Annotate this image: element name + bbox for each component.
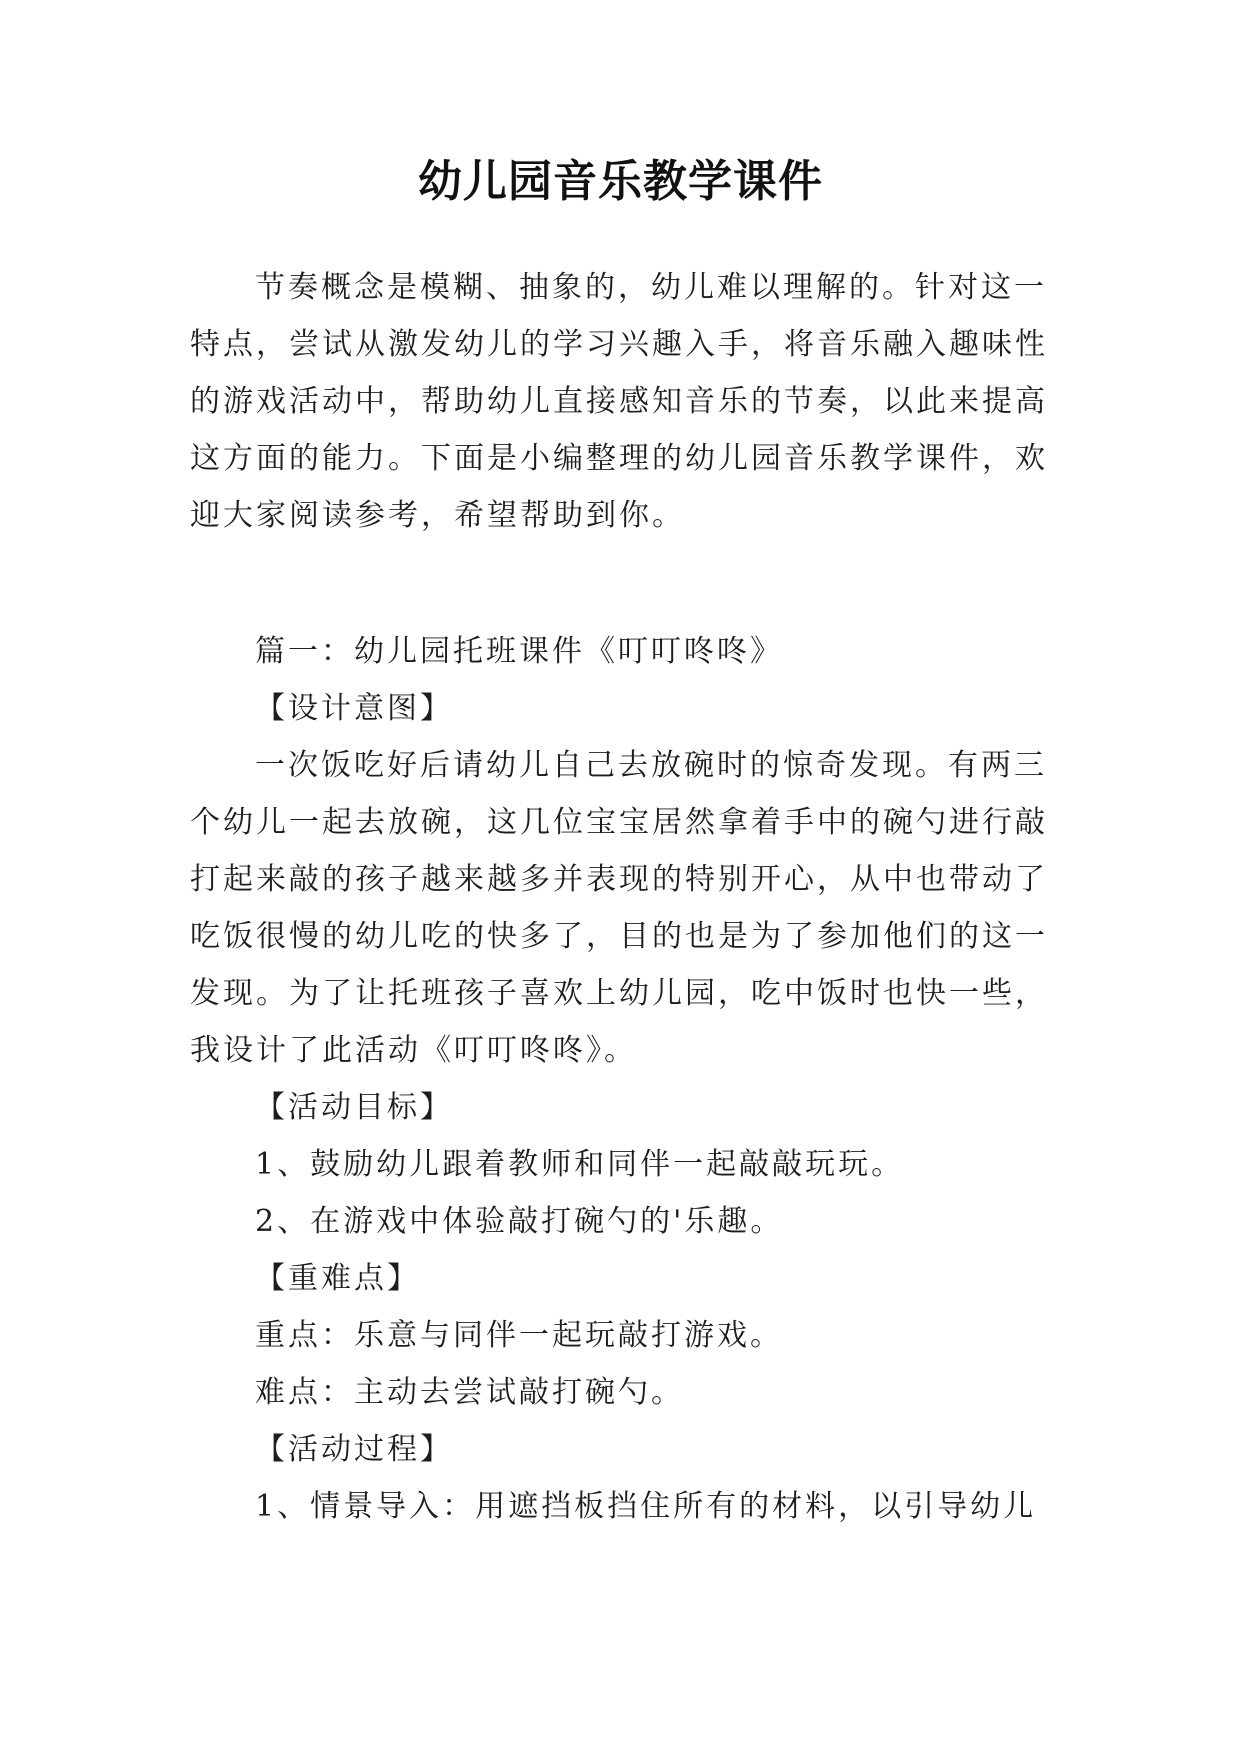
section-heading-process: 【活动过程】 [255, 1432, 453, 1467]
section-heading-key-points: 【重难点】 [255, 1261, 420, 1296]
goal-item: 2、在游戏中体验敲打碗勺的'乐趣。 [255, 1204, 784, 1239]
intro-line: 的游戏活动中，帮助幼儿直接感知音乐的节奏，以此来提高 [190, 384, 1048, 419]
goal-item: 1、鼓励幼儿跟着教师和同伴一起敲敲玩玩。 [255, 1147, 905, 1182]
key-point: 重点：乐意与同伴一起玩敲打游戏。 [255, 1318, 783, 1353]
design-line: 个幼儿一起去放碗，这几位宝宝居然拿着手中的碗勺进行敲 [190, 805, 1048, 840]
document-title: 幼儿园音乐教学课件 [418, 156, 823, 207]
section-heading-goals: 【活动目标】 [255, 1090, 453, 1125]
section-heading-design: 【设计意图】 [255, 691, 453, 726]
chapter-title: 篇一：幼儿园托班课件《叮叮咚咚》 [255, 634, 783, 669]
design-line: 发现。为了让托班孩子喜欢上幼儿园，吃中饭时也快一些， [190, 976, 1048, 1011]
design-line: 一次饭吃好后请幼儿自己去放碗时的惊奇发现。有两三 [255, 748, 1047, 783]
design-line: 打起来敲的孩子越来越多并表现的特别开心，从中也带动了 [190, 862, 1048, 897]
process-item: 1、情景导入：用遮挡板挡住所有的材料，以引导幼儿 [255, 1489, 1037, 1524]
intro-line: 迎大家阅读参考，希望帮助到你。 [190, 498, 685, 533]
intro-line: 这方面的能力。下面是小编整理的幼儿园音乐教学课件，欢 [190, 441, 1048, 476]
intro-line: 特点，尝试从激发幼儿的学习兴趣入手，将音乐融入趣味性 [190, 327, 1048, 362]
design-line: 我设计了此活动《叮叮咚咚》。 [190, 1033, 637, 1068]
hard-point: 难点：主动去尝试敲打碗勺。 [255, 1375, 684, 1410]
design-line: 吃饭很慢的幼儿吃的快多了，目的也是为了参加他们的这一 [190, 919, 1048, 954]
intro-line: 节奏概念是模糊、抽象的，幼儿难以理解的。针对这一 [255, 270, 1047, 305]
